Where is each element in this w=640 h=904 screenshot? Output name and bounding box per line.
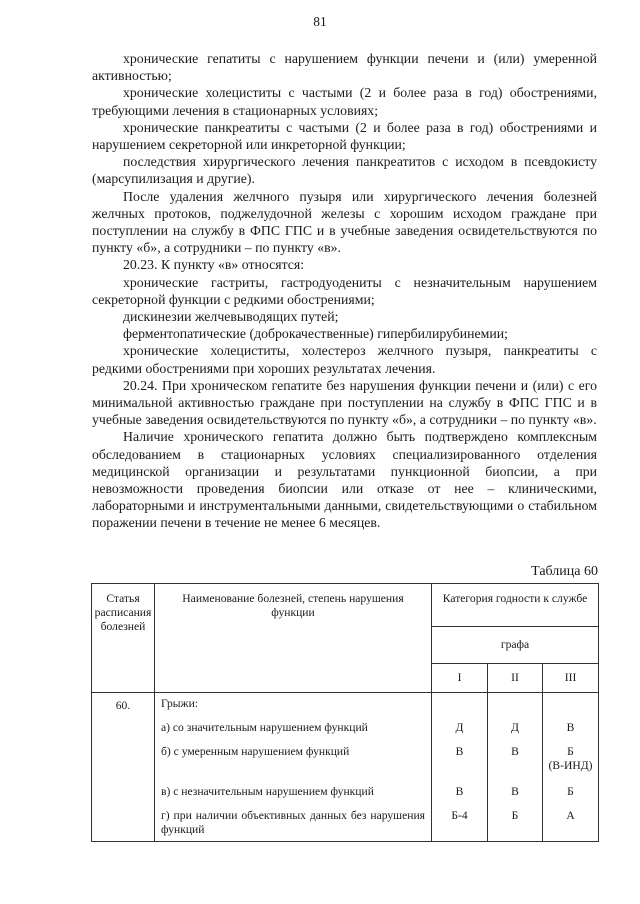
paragraph: хронические панкреатиты с частыми (2 и более раза в год) обострениями и нарушением секреторной или инкреторной функции; xyxy=(92,119,597,153)
paragraph: последствия хирургического лечения панкреатитов с исходом в псевдокисту (марсупилизация и другие). xyxy=(92,154,597,187)
disease-title: Грыжи: xyxy=(161,697,198,710)
grade-value: Б xyxy=(567,745,574,758)
article-number: 60. xyxy=(92,693,155,842)
condition-a: а) со значительным нарушением функций xyxy=(161,721,368,734)
disease-table xyxy=(91,583,599,842)
grade-col-2 xyxy=(488,693,543,842)
grade-cell: Б xyxy=(511,809,519,822)
paragraph: 20.24. При хроническом гепатите без нарушения функции печени и (или) с его минимальной активностью граждане при поступлении на службу в ФПС ГПС и в учебные заведения освидетельствуются по пункту «б», а сотрудники – по пункту «в». xyxy=(92,377,597,428)
grade-cell: Б xyxy=(567,785,574,798)
section-heading: 20.23. К пункту «в» относятся: xyxy=(123,257,305,273)
grade-cell xyxy=(543,745,598,785)
grade-cell: Д xyxy=(455,721,464,734)
grade-cell: Б-4 xyxy=(451,809,468,822)
paragraph: хронические холециститы, холестероз желчного пузыря, панкреатиты с редкими обострениями при хороших результатах лечения. xyxy=(92,343,597,376)
grade-cell: В xyxy=(455,785,464,798)
grade-cell: В xyxy=(511,745,519,758)
header-grafa: графа xyxy=(432,627,599,664)
grade-col-1 xyxy=(432,693,488,842)
header-col-2: II xyxy=(488,664,543,693)
grade-cell: В xyxy=(511,785,519,798)
body-text xyxy=(92,50,597,532)
page-number: 81 xyxy=(313,14,327,29)
grade-cell: В xyxy=(455,745,464,758)
grade-note: (В-ИНД) xyxy=(548,759,593,772)
condition-b: б) с умеренным нарушением функций xyxy=(161,745,350,758)
paragraph: хронические холециститы с частыми (2 и более раза в год) обострениями, требующими лечения в стационарных условиях; xyxy=(92,85,597,118)
table-row xyxy=(92,693,599,842)
grade-cell: А xyxy=(566,809,575,822)
condition-g: г) при наличии объективных данных без нарушения функций xyxy=(161,809,425,836)
paragraph: хронические гастриты, гастродуодениты с незначительным нарушением секреторной функции с редкими обострениями; xyxy=(92,274,597,307)
header-category: Категория годности к службе xyxy=(432,584,599,627)
paragraph: После удаления желчного пузыря или хирургического лечения болезней желчных протоков, поджелудочной железы с хорошим исходом граждане при поступлении на службу в ФПС ГПС и в учебные заведения освидетельствуются по пункту «б», а сотрудники – по пункту «в». xyxy=(92,188,597,256)
grade-cell: В xyxy=(566,721,575,734)
header-name: Наименование болезней, степень нарушения функции xyxy=(155,584,432,693)
header-col-3: III xyxy=(543,664,599,693)
condition-v: в) с незначительным нарушением функций xyxy=(161,785,374,798)
conditions-cell xyxy=(155,693,432,842)
header-col-1: I xyxy=(432,664,488,693)
header-article: Статья расписания болезней xyxy=(92,584,155,693)
paragraph: дискинезии желчевыводящих путей; xyxy=(123,309,339,325)
paragraph: ферментопатические (доброкачественные) гипербилирубинемии; xyxy=(123,326,508,342)
paragraph: хронические гепатиты с нарушением функции печени и (или) умеренной активностью; xyxy=(92,51,597,84)
grade-col-3 xyxy=(543,693,599,842)
grade-cell: Д xyxy=(511,721,519,734)
paragraph: Наличие хронического гепатита должно быть подтверждено комплексным обследованием в стационарных условиях специализированного отделения медицинской организации и результатами пункционной биопсии, а при невозможности проведения биопсии или отказе от нее – клиническими, лабораторными и инструментальными данными, свидетельствующими о стабильном поражении печени в течение не менее 6 месяцев. xyxy=(92,429,597,531)
table-caption: Таблица 60 xyxy=(531,564,598,579)
